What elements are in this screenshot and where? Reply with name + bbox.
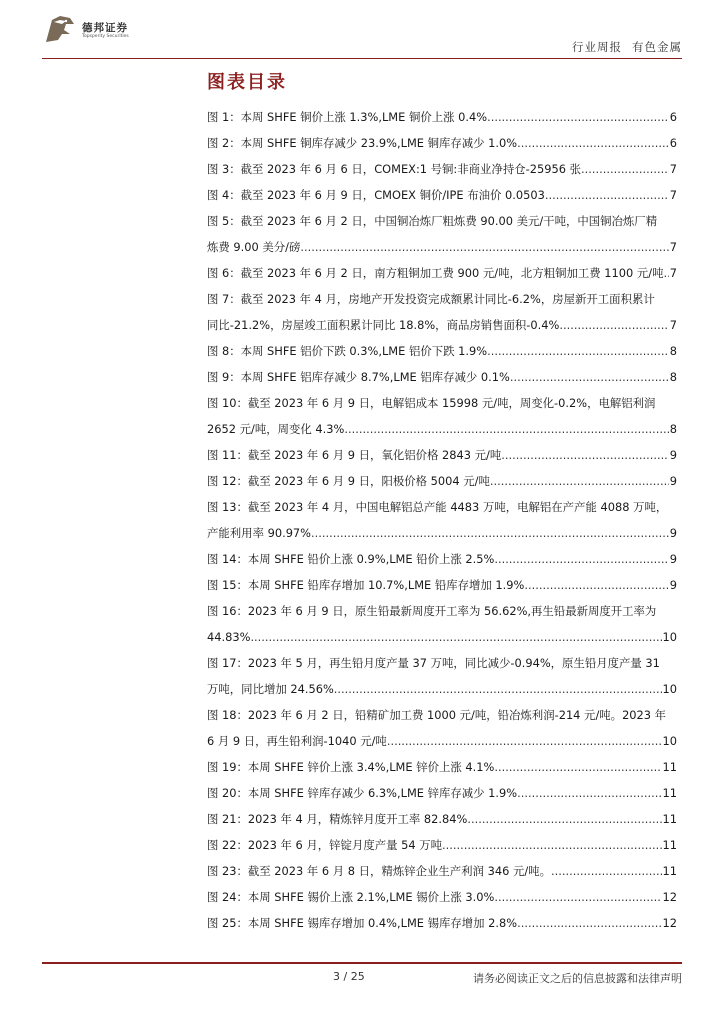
toc-entry-text: 图 7：截至 2023 年 4 月，房地产开发投资完成额累计同比-6.2%，房屋新开工面积累计 xyxy=(207,292,655,306)
toc-dot-leader xyxy=(551,858,662,884)
toc-dot-leader xyxy=(344,416,668,442)
toc-entry-text: 图 19：本周 SHFE 锌价上涨 3.4%,LME 锌价上涨 4.1% xyxy=(207,760,495,774)
toc-entry-line xyxy=(207,468,677,494)
toc-entry-text: 图 4：截至 2023 年 6 月 9 日，CMOEX 铜价/IPE 布油价 0.0503 xyxy=(207,188,545,202)
toc-entry[interactable] xyxy=(207,208,677,260)
toc-page-number: 7 xyxy=(669,240,677,254)
toc-page-number: 8 xyxy=(669,344,677,358)
toc-page-number: 10 xyxy=(662,682,677,696)
toc-entry-line xyxy=(207,390,677,416)
toc-dot-leader xyxy=(300,234,668,260)
footer-divider xyxy=(42,962,682,964)
toc-entry[interactable] xyxy=(207,390,677,442)
page-header xyxy=(42,12,682,60)
toc-entry-line xyxy=(207,260,677,286)
toc-dot-leader xyxy=(524,572,668,598)
toc-page-number: 12 xyxy=(662,916,677,930)
toc-entry-line xyxy=(207,130,677,156)
toc-entry[interactable] xyxy=(207,494,677,546)
toc-entry-text: 图 18：2023 年 6 月 2 日，铅精矿加工费 1000 元/吨，铅冶炼利润-214 元/吨。2023 年 xyxy=(207,708,667,722)
toc-entry-text: 图 12：截至 2023 年 6 月 9 日，阳极价格 5004 元/吨 xyxy=(207,474,490,488)
toc-page-number: 10 xyxy=(662,734,677,748)
toc-dot-leader xyxy=(387,728,662,754)
toc-entry-line xyxy=(207,546,677,572)
toc-entry-text: 图 11：截至 2023 年 6 月 9 日，氧化铝价格 2843 元/吨 xyxy=(207,448,502,462)
toc-title: 图表目录 xyxy=(207,72,287,93)
toc-entry-line xyxy=(207,884,677,910)
toc-entry-line xyxy=(207,624,677,650)
toc-entry-text: 炼费 9.00 美分/磅 xyxy=(207,240,301,254)
toc-dot-leader xyxy=(467,806,661,832)
toc-entry[interactable] xyxy=(207,884,677,910)
report-type-label: 行业周报 xyxy=(572,40,622,54)
toc-entry-text: 图 5：截至 2023 年 6 月 2 日，中国铜冶炼厂粗炼费 90.00 美元/干吨，中国铜冶炼厂精 xyxy=(207,214,658,228)
toc-entry-line xyxy=(207,234,677,260)
toc-entry-text: 图 17：2023 年 5 月，再生铅月度产量 37 万吨，同比减少-0.94%，原生铅月度产量 31 xyxy=(207,656,660,670)
toc-dot-leader xyxy=(510,364,669,390)
toc-entry-line xyxy=(207,598,677,624)
toc-entry-line xyxy=(207,728,677,754)
toc-entry-line xyxy=(207,286,677,312)
toc-entry-text: 图 9：本周 SHFE 铝库存减少 8.7%,LME 铝库存减少 0.1% xyxy=(207,370,510,384)
sector-label: 有色金属 xyxy=(632,40,682,54)
toc-entry-text: 万吨，同比增加 24.56% xyxy=(207,682,334,696)
toc-dot-leader xyxy=(487,104,669,130)
toc-dot-leader xyxy=(311,520,669,546)
toc-entry-text: 图 1：本周 SHFE 铜价上涨 1.3%,LME 铜价上涨 0.4% xyxy=(207,110,488,124)
toc-page-number: 11 xyxy=(662,838,677,852)
toc-entry-line xyxy=(207,754,677,780)
header-divider xyxy=(42,58,682,59)
toc-entry-text: 图 22：2023 年 6 月，锌锭月度产量 54 万吨 xyxy=(207,838,443,852)
toc-entry-text: 图 20：本周 SHFE 锌库存减少 6.3%,LME 锌库存减少 1.9% xyxy=(207,786,518,800)
toc-entry-text: 同比-21.2%，房屋竣工面积累计同比 18.8%，商品房销售面积-0.4% xyxy=(207,318,560,332)
toc-entry-text: 图 6：截至 2023 年 6 月 2 日，南方粗铜加工费 900 元/吨，北方粗铜加工费 1100 元/吨 xyxy=(207,266,664,280)
toc-entry[interactable] xyxy=(207,598,677,650)
toc-entry-line xyxy=(207,520,677,546)
toc-entry-text: 图 24：本周 SHFE 锡价上涨 2.1%,LME 锡价上涨 3.0% xyxy=(207,890,495,904)
toc-entry-text: 2652 元/吨，周变化 4.3% xyxy=(207,422,345,436)
toc-dot-leader xyxy=(442,832,661,858)
dragon-logo-icon xyxy=(42,12,78,46)
toc-page-number: 11 xyxy=(662,760,677,774)
toc-entry-text: 图 13：截至 2023 年 4 月，中国电解铝总产能 4483 万吨，电解铝在产产能 4088 万吨， xyxy=(207,500,668,514)
toc-entry[interactable] xyxy=(207,364,677,390)
toc-entry-line xyxy=(207,156,677,182)
toc-entry-line xyxy=(207,910,677,936)
toc-entry[interactable] xyxy=(207,260,677,286)
toc-entry[interactable] xyxy=(207,572,677,598)
toc-page-number: 11 xyxy=(662,786,677,800)
toc-entry[interactable] xyxy=(207,338,677,364)
toc-entry-line xyxy=(207,442,677,468)
toc-page-number: 8 xyxy=(669,422,677,436)
toc-page-number: 12 xyxy=(662,890,677,904)
toc-entry[interactable] xyxy=(207,442,677,468)
toc-entry-text: 图 3：截至 2023 年 6 月 6 日，COMEX:1 号铜:非商业净持仓-25956 张 xyxy=(207,162,581,176)
toc-entry-text: 图 21：2023 年 4 月，精炼锌月度开工率 82.84% xyxy=(207,812,468,826)
toc-dot-leader xyxy=(490,468,669,494)
toc-entry-text: 6 月 9 日，再生铅利润-1040 元/吨 xyxy=(207,734,387,748)
toc-entry-line xyxy=(207,364,677,390)
toc-entry-line xyxy=(207,702,677,728)
toc-entry-line xyxy=(207,104,677,130)
toc-dot-leader xyxy=(517,130,669,156)
toc-entry-line xyxy=(207,572,677,598)
toc-entry-text: 图 16：2023 年 6 月 9 日，原生铅最新周度开工率为 56.62%,再生铅最新周度开工率为 xyxy=(207,604,657,618)
toc-entry-line xyxy=(207,676,677,702)
toc-entry[interactable] xyxy=(207,858,677,884)
header-labels xyxy=(572,39,682,55)
toc-entry[interactable] xyxy=(207,104,677,130)
toc-entry-line xyxy=(207,780,677,806)
toc-page-number: 9 xyxy=(669,474,677,488)
toc-entry-line xyxy=(207,806,677,832)
toc-page-number: 9 xyxy=(669,526,677,540)
toc-entry-line xyxy=(207,416,677,442)
toc-entry[interactable] xyxy=(207,130,677,156)
toc-dot-leader xyxy=(517,910,661,936)
toc-entry-line xyxy=(207,858,677,884)
toc-entry[interactable] xyxy=(207,468,677,494)
toc-page-number: 9 xyxy=(669,578,677,592)
toc-dot-leader xyxy=(334,676,662,702)
toc-list xyxy=(207,104,677,936)
toc-dot-leader xyxy=(581,156,669,182)
toc-page-number: 11 xyxy=(662,864,677,878)
toc-entry[interactable] xyxy=(207,780,677,806)
toc-dot-leader xyxy=(664,260,669,286)
toc-entry-line xyxy=(207,208,677,234)
toc-entry-line xyxy=(207,494,677,520)
toc-page-number: 9 xyxy=(669,448,677,462)
toc-page-number: 8 xyxy=(669,370,677,384)
toc-page-number: 7 xyxy=(669,266,677,280)
toc-entry[interactable] xyxy=(207,546,677,572)
toc-entry-text: 产能利用率 90.97% xyxy=(207,526,312,540)
toc-dot-leader xyxy=(517,780,661,806)
logo-text-en: Topsperity Securities xyxy=(82,34,129,39)
toc-dot-leader xyxy=(494,754,661,780)
legal-disclaimer: 请务必阅读正文之后的信息披露和法律声明 xyxy=(473,972,682,985)
page-indicator: 3 / 25 xyxy=(333,970,365,983)
toc-entry[interactable] xyxy=(207,156,677,182)
toc-dot-leader xyxy=(545,182,669,208)
toc-dot-leader xyxy=(250,624,661,650)
toc-page-number: 6 xyxy=(669,136,677,150)
toc-page-number: 7 xyxy=(669,188,677,202)
toc-dot-leader xyxy=(559,312,668,338)
toc-entry[interactable] xyxy=(207,182,677,208)
toc-entry[interactable] xyxy=(207,910,677,936)
toc-dot-leader xyxy=(487,338,669,364)
toc-dot-leader xyxy=(501,442,669,468)
toc-dot-leader xyxy=(494,884,661,910)
toc-page-number: 7 xyxy=(669,162,677,176)
toc-entry-text: 图 8：本周 SHFE 铝价下跌 0.3%,LME 铝价下跌 1.9% xyxy=(207,344,488,358)
toc-entry-text: 图 25：本周 SHFE 锡库存增加 0.4%,LME 锡库存增加 2.8% xyxy=(207,916,518,930)
toc-entry-line xyxy=(207,312,677,338)
toc-entry-text: 图 23：截至 2023 年 6 月 8 日，精炼锌企业生产利润 346 元/吨。 xyxy=(207,864,551,878)
toc-entry-text: 图 14：本周 SHFE 铅价上涨 0.9%,LME 铅价上涨 2.5% xyxy=(207,552,495,566)
toc-entry-line xyxy=(207,338,677,364)
toc-dot-leader xyxy=(494,546,668,572)
toc-entry-text: 44.83% xyxy=(207,630,251,644)
toc-entry[interactable] xyxy=(207,286,677,338)
toc-entry-line xyxy=(207,182,677,208)
toc-entry-line xyxy=(207,650,677,676)
toc-page-number: 7 xyxy=(669,318,677,332)
logo-text-cn: 德邦证券 xyxy=(82,22,128,34)
toc-page-number: 11 xyxy=(662,812,677,826)
toc-entry[interactable] xyxy=(207,650,677,702)
toc-entry[interactable] xyxy=(207,702,677,754)
toc-entry-line xyxy=(207,832,677,858)
toc-entry[interactable] xyxy=(207,832,677,858)
toc-entry-text: 图 10：截至 2023 年 6 月 9 日，电解铝成本 15998 元/吨，周变化-0.2%，电解铝利润 xyxy=(207,396,656,410)
toc-page-number: 6 xyxy=(669,110,677,124)
toc-entry-text: 图 2：本周 SHFE 铜库存减少 23.9%,LME 铜库存减少 1.0% xyxy=(207,136,518,150)
toc-entry[interactable] xyxy=(207,754,677,780)
toc-entry-text: 图 15：本周 SHFE 铅库存增加 10.7%,LME 铅库存增加 1.9% xyxy=(207,578,525,592)
toc-entry[interactable] xyxy=(207,806,677,832)
toc-page-number: 9 xyxy=(669,552,677,566)
toc-page-number: 10 xyxy=(662,630,677,644)
